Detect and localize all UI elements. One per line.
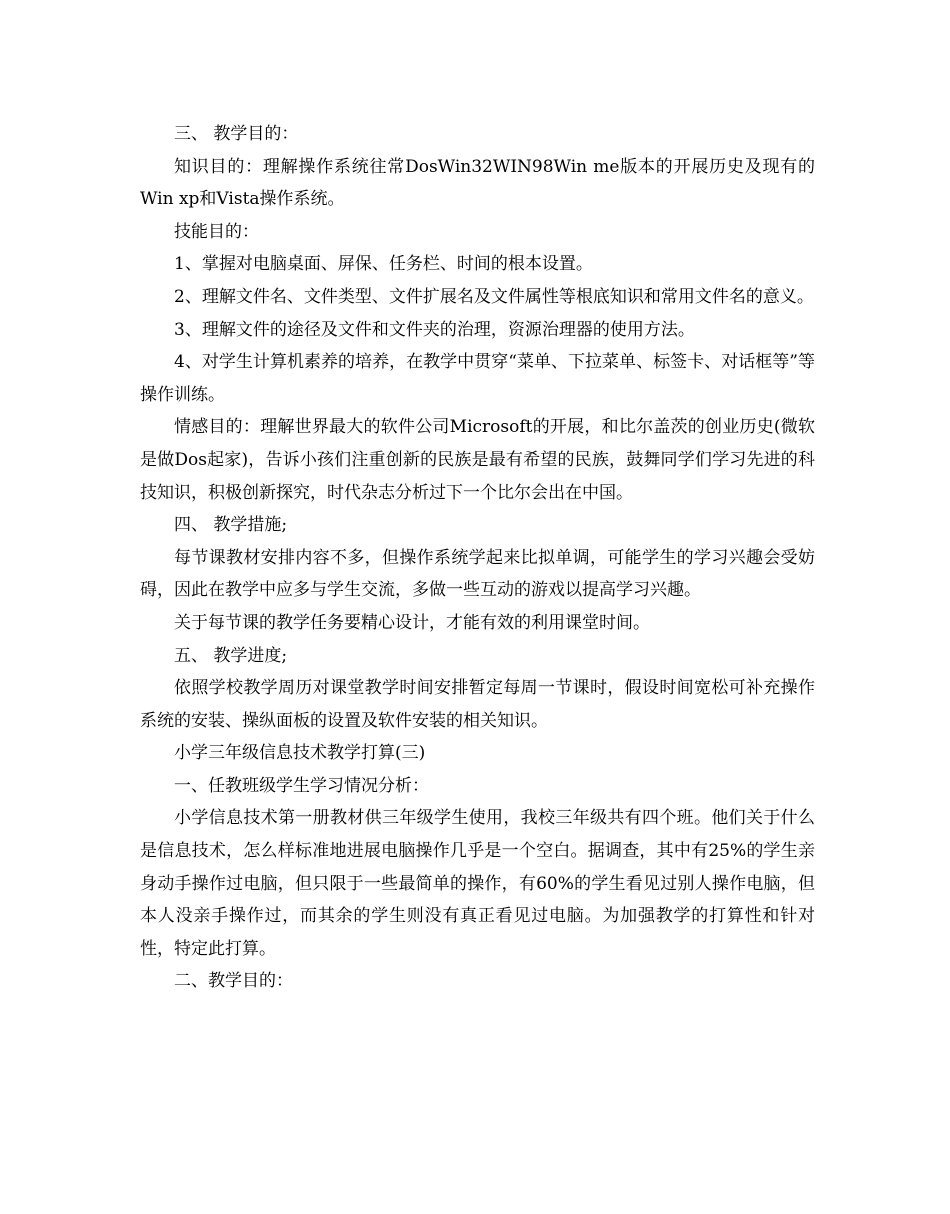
paragraph-progress: 依照学校教学周历对课堂教学时间安排暂定每周一节课时，假设时间宽松可补充操作系统的安装、操纵面板的设置及软件安装的相关知识。 xyxy=(140,678,815,731)
list-item-skill-1: 1、掌握对电脑桌面、屏保、任务栏、时间的根本设置。 xyxy=(174,254,593,275)
document-body xyxy=(140,118,815,998)
paragraph-measures-1: 每节课教材安排内容不多，但操作系统学起来比拟单调，可能学生的学习兴趣会受妨碍，因此在教学中应多与学生交流，多做一些互动的游戏以提高学习兴趣。 xyxy=(140,547,815,601)
heading-teaching-measures: 四、 教学措施; xyxy=(174,515,288,536)
paragraph-emotional-goals: 情感目的：理解世界最大的软件公司Microsoft的开展，和比尔盖茨的创业历史(微软是做Dos起家)，告诉小孩们注重创新的民族是最有希望的民族，鼓舞同学们学习先进的科技知识，积极创新探究，时代杂志分析过下一个比尔会出在中国。 xyxy=(140,417,815,503)
list-item-skill-2: 2、理解文件名、文件类型、文件扩展名及文件属性等根底知识和常用文件名的意义。 xyxy=(174,286,814,307)
paragraph-measures-2: 关于每节课的教学任务要精心设计，才能有效的利用课堂时间。 xyxy=(174,612,650,633)
paragraph-student-analysis: 小学信息技术第一册教材供三年级学生使用，我校三年级共有四个班。他们关于什么是信息技术，怎么样标准地进展电脑操作几乎是一个空白。据调查，其中有25%的学生亲身动手操作过电脑，但只限于一些最简单的操作，有60%的学生看见过别人操作电脑，但本人没亲手操作过，而其余的学生则没有真正看见过电脑。为加强教学的打算性和针对性，特定此打算。 xyxy=(140,808,815,959)
list-item-skill-3: 3、理解文件的途径及文件和文件夹的治理，资源治理器的使用方法。 xyxy=(174,319,695,340)
heading-student-analysis: 一、任教班级学生学习情况分析： xyxy=(174,775,429,796)
heading-teaching-goals: 三、 教学目的： xyxy=(174,124,299,144)
section-title-plan-three: 小学三年级信息技术教学打算(三) xyxy=(174,743,426,764)
heading-teaching-goals-2: 二、教学目的： xyxy=(174,971,293,992)
heading-teaching-progress: 五、 教学进度; xyxy=(174,645,288,666)
paragraph-knowledge-goals: 知识目的：理解操作系统往常DosWin32WIN98Win me版本的开展历史及现有的Win xp和Vista操作系统。 xyxy=(140,156,815,210)
list-item-skill-4: 4、对学生计算机素养的培养，在教学中贯穿“菜单、下拉菜单、标签卡、对话框等”等操作训练。 xyxy=(140,352,815,405)
paragraph-skill-goals-label: 技能目的： xyxy=(174,221,259,242)
